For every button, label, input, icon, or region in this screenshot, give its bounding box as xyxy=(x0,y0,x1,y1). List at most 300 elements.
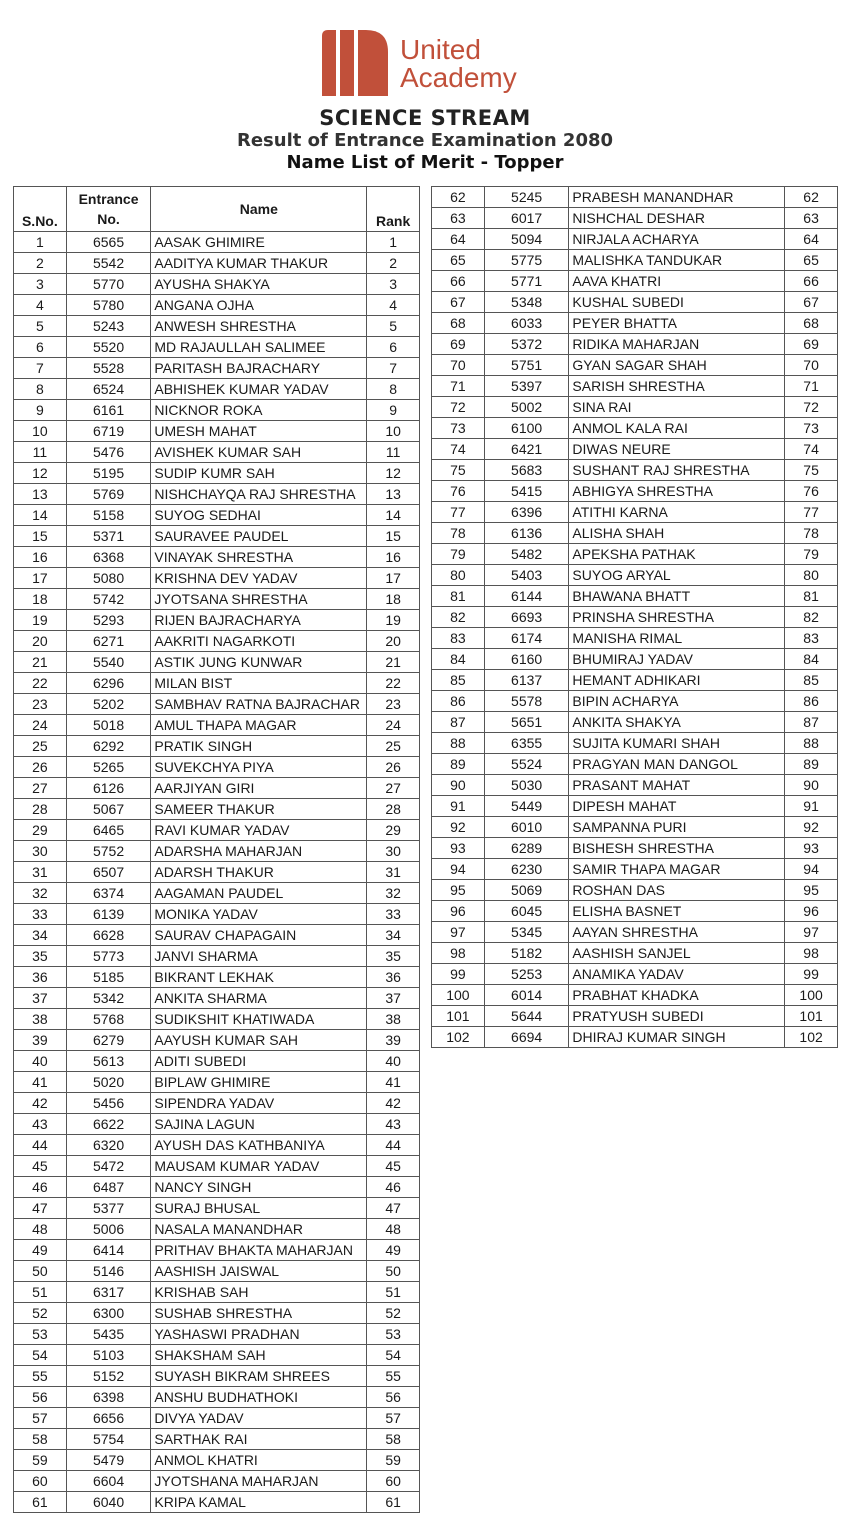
rank-cell: 3 xyxy=(367,274,420,295)
sno-cell: 87 xyxy=(432,712,485,733)
table-row xyxy=(14,295,420,316)
rank-cell: 80 xyxy=(785,565,838,586)
rank-cell: 55 xyxy=(367,1366,420,1387)
entrance-no-cell: 6300 xyxy=(66,1303,151,1324)
table-row xyxy=(14,1282,420,1303)
table-row xyxy=(14,589,420,610)
table-row xyxy=(432,586,838,607)
name-cell: AMUL THAPA MAGAR xyxy=(151,715,367,736)
entrance-no-cell: 5094 xyxy=(484,229,569,250)
sno-cell: 64 xyxy=(432,229,485,250)
name-cell: PRASANT MAHAT xyxy=(569,775,785,796)
sno-cell: 31 xyxy=(14,862,67,883)
sno-cell: 100 xyxy=(432,985,485,1006)
sno-cell: 69 xyxy=(432,334,485,355)
table-row xyxy=(14,1324,420,1345)
name-cell: SHAKSHAM SAH xyxy=(151,1345,367,1366)
table-row xyxy=(432,754,838,775)
name-cell: SUYOG SEDHAI xyxy=(151,505,367,526)
rank-cell: 79 xyxy=(785,544,838,565)
name-cell: BISHESH SHRESTHA xyxy=(569,838,785,859)
table-row xyxy=(14,736,420,757)
table-header-row xyxy=(14,187,420,232)
table-row xyxy=(14,1492,420,1513)
rank-cell: 102 xyxy=(785,1027,838,1048)
name-cell: MONIKA YADAV xyxy=(151,904,367,925)
name-cell: AAYUSH KUMAR SAH xyxy=(151,1030,367,1051)
name-cell: AASHISH SANJEL xyxy=(569,943,785,964)
entrance-no-cell: 6137 xyxy=(484,670,569,691)
name-cell: SINA RAI xyxy=(569,397,785,418)
entrance-no-cell: 6017 xyxy=(484,208,569,229)
entrance-no-cell: 6161 xyxy=(66,400,151,421)
brand-line-1: United xyxy=(400,34,481,65)
entrance-no-cell: 5006 xyxy=(66,1219,151,1240)
entrance-no-cell: 5202 xyxy=(66,694,151,715)
name-cell: KRIPA KAMAL xyxy=(151,1492,367,1513)
name-cell: MANISHA RIMAL xyxy=(569,628,785,649)
rank-cell: 41 xyxy=(367,1072,420,1093)
table-row xyxy=(432,187,838,208)
table-row xyxy=(14,1051,420,1072)
table-row xyxy=(14,1009,420,1030)
name-cell: SAMEER THAKUR xyxy=(151,799,367,820)
rank-cell: 73 xyxy=(785,418,838,439)
entrance-no-cell: 6622 xyxy=(66,1114,151,1135)
table-row xyxy=(14,1471,420,1492)
name-cell: NASALA MANANDHAR xyxy=(151,1219,367,1240)
sno-cell: 60 xyxy=(14,1471,67,1492)
name-cell: SUSHANT RAJ SHRESTHA xyxy=(569,460,785,481)
sno-cell: 7 xyxy=(14,358,67,379)
table-row xyxy=(432,943,838,964)
table-row xyxy=(14,1240,420,1261)
sno-cell: 96 xyxy=(432,901,485,922)
name-cell: AAGAMAN PAUDEL xyxy=(151,883,367,904)
rank-cell: 93 xyxy=(785,838,838,859)
sno-cell: 78 xyxy=(432,523,485,544)
rank-cell: 11 xyxy=(367,442,420,463)
table-row xyxy=(14,358,420,379)
rank-cell: 30 xyxy=(367,841,420,862)
rank-cell: 62 xyxy=(785,187,838,208)
entrance-no-cell: 5372 xyxy=(484,334,569,355)
name-cell: ASTIK JUNG KUNWAR xyxy=(151,652,367,673)
name-cell: SUSHAB SHRESTHA xyxy=(151,1303,367,1324)
table-row xyxy=(14,463,420,484)
rank-cell: 19 xyxy=(367,610,420,631)
table-row xyxy=(14,925,420,946)
sno-cell: 24 xyxy=(14,715,67,736)
sno-cell: 8 xyxy=(14,379,67,400)
sno-cell: 38 xyxy=(14,1009,67,1030)
sno-cell: 41 xyxy=(14,1072,67,1093)
entrance-no-cell: 5435 xyxy=(66,1324,151,1345)
name-cell: ATITHI KARNA xyxy=(569,502,785,523)
table-row xyxy=(432,649,838,670)
table-row xyxy=(14,841,420,862)
table-row xyxy=(432,817,838,838)
sno-cell: 30 xyxy=(14,841,67,862)
table-row xyxy=(14,1135,420,1156)
rank-cell: 32 xyxy=(367,883,420,904)
entrance-no-cell: 5752 xyxy=(66,841,151,862)
entrance-no-cell: 5482 xyxy=(484,544,569,565)
sno-cell: 6 xyxy=(14,337,67,358)
entrance-no-cell: 5476 xyxy=(66,442,151,463)
name-cell: RIDIKA MAHARJAN xyxy=(569,334,785,355)
entrance-header xyxy=(66,187,151,232)
entrance-no-cell: 5185 xyxy=(66,967,151,988)
name-cell: ANSHU BUDHATHOKI xyxy=(151,1387,367,1408)
name-cell: AAVA KHATRI xyxy=(569,271,785,292)
name-cell: KRISHNA DEV YADAV xyxy=(151,568,367,589)
name-cell: SAJINA LAGUN xyxy=(151,1114,367,1135)
name-cell: ABHISHEK KUMAR YADAV xyxy=(151,379,367,400)
sno-cell: 12 xyxy=(14,463,67,484)
sno-cell: 50 xyxy=(14,1261,67,1282)
name-cell: AYUSH DAS KATHBANIYA xyxy=(151,1135,367,1156)
sno-cell: 11 xyxy=(14,442,67,463)
rank-cell: 72 xyxy=(785,397,838,418)
table-row xyxy=(14,1198,420,1219)
entrance-no-cell: 5245 xyxy=(484,187,569,208)
rank-cell: 8 xyxy=(367,379,420,400)
rank-cell: 49 xyxy=(367,1240,420,1261)
name-cell: MD RAJAULLAH SALIMEE xyxy=(151,337,367,358)
rank-cell: 5 xyxy=(367,316,420,337)
name-cell: BHAWANA BHATT xyxy=(569,586,785,607)
rank-cell: 53 xyxy=(367,1324,420,1345)
rank-cell: 38 xyxy=(367,1009,420,1030)
sno-cell: 54 xyxy=(14,1345,67,1366)
rank-cell: 96 xyxy=(785,901,838,922)
merit-table-right xyxy=(431,186,838,1048)
name-cell: AADITYA KUMAR THAKUR xyxy=(151,253,367,274)
table-row xyxy=(432,775,838,796)
name-cell: JYOTSANA SHRESTHA xyxy=(151,589,367,610)
table-row xyxy=(432,880,838,901)
name-cell: JYOTSHANA MAHARJAN xyxy=(151,1471,367,1492)
sno-cell: 3 xyxy=(14,274,67,295)
name-cell: DHIRAJ KUMAR SINGH xyxy=(569,1027,785,1048)
entrance-no-cell: 5770 xyxy=(66,274,151,295)
table-row xyxy=(14,631,420,652)
rank-cell: 15 xyxy=(367,526,420,547)
entrance-no-cell: 6693 xyxy=(484,607,569,628)
table-row xyxy=(14,442,420,463)
sno-cell: 84 xyxy=(432,649,485,670)
table-row xyxy=(432,334,838,355)
rank-cell: 43 xyxy=(367,1114,420,1135)
entrance-no-cell: 5342 xyxy=(66,988,151,1009)
entrance-no-cell: 5751 xyxy=(484,355,569,376)
name-cell: ADARSH THAKUR xyxy=(151,862,367,883)
name-cell: HEMANT ADHIKARI xyxy=(569,670,785,691)
rank-cell: 97 xyxy=(785,922,838,943)
name-cell: SUYASH BIKRAM SHREES xyxy=(151,1366,367,1387)
table-row xyxy=(432,355,838,376)
entrance-no-cell: 5456 xyxy=(66,1093,151,1114)
sno-cell: 49 xyxy=(14,1240,67,1261)
sno-cell: 89 xyxy=(432,754,485,775)
rank-cell: 59 xyxy=(367,1450,420,1471)
name-cell: PRAGYAN MAN DANGOL xyxy=(569,754,785,775)
name-cell: ROSHAN DAS xyxy=(569,880,785,901)
sno-cell: 18 xyxy=(14,589,67,610)
table-row xyxy=(14,400,420,421)
sno-cell: 82 xyxy=(432,607,485,628)
entrance-no-cell: 5020 xyxy=(66,1072,151,1093)
entrance-no-cell: 5069 xyxy=(484,880,569,901)
sno-cell: 71 xyxy=(432,376,485,397)
sno-cell: 14 xyxy=(14,505,67,526)
rank-cell: 29 xyxy=(367,820,420,841)
rank-cell: 25 xyxy=(367,736,420,757)
entrance-no-cell: 5253 xyxy=(484,964,569,985)
sno-cell: 83 xyxy=(432,628,485,649)
table-row xyxy=(14,526,420,547)
brand-line-2: Academy xyxy=(400,62,517,93)
name-cell: PRABHAT KHADKA xyxy=(569,985,785,1006)
name-cell: NANCY SINGH xyxy=(151,1177,367,1198)
name-cell: PRATYUSH SUBEDI xyxy=(569,1006,785,1027)
name-cell: ANKITA SHAKYA xyxy=(569,712,785,733)
entrance-no-cell: 5472 xyxy=(66,1156,151,1177)
table-row xyxy=(432,670,838,691)
table-row xyxy=(432,250,838,271)
rank-cell: 39 xyxy=(367,1030,420,1051)
table-row xyxy=(432,208,838,229)
table-row xyxy=(14,1093,420,1114)
table-row xyxy=(432,1027,838,1048)
rank-cell: 6 xyxy=(367,337,420,358)
rank-cell: 89 xyxy=(785,754,838,775)
entrance-no-cell: 6292 xyxy=(66,736,151,757)
table-row xyxy=(14,946,420,967)
united-academy-logo-icon xyxy=(322,30,388,96)
rank-cell: 56 xyxy=(367,1387,420,1408)
table-row xyxy=(432,229,838,250)
rank-cell: 81 xyxy=(785,586,838,607)
entrance-no-cell: 6374 xyxy=(66,883,151,904)
sno-cell: 19 xyxy=(14,610,67,631)
name-cell: ALISHA SHAH xyxy=(569,523,785,544)
sno-cell: 26 xyxy=(14,757,67,778)
exam-title: Result of Entrance Examination 2080 xyxy=(236,130,614,151)
table-row xyxy=(432,1006,838,1027)
entrance-no-cell: 5754 xyxy=(66,1429,151,1450)
name-cell: SAMPANNA PURI xyxy=(569,817,785,838)
rank-cell: 95 xyxy=(785,880,838,901)
table-row xyxy=(432,901,838,922)
table-row xyxy=(432,922,838,943)
rank-cell: 74 xyxy=(785,439,838,460)
rank-cell: 68 xyxy=(785,313,838,334)
name-cell: SAMBHAV RATNA BAJRACHAR xyxy=(151,694,367,715)
table-row xyxy=(14,421,420,442)
entrance-no-cell: 5449 xyxy=(484,796,569,817)
sno-cell: 23 xyxy=(14,694,67,715)
rank-cell: 90 xyxy=(785,775,838,796)
table-row xyxy=(14,967,420,988)
rank-cell: 61 xyxy=(367,1492,420,1513)
sno-cell: 99 xyxy=(432,964,485,985)
entrance-no-cell: 6010 xyxy=(484,817,569,838)
table-row xyxy=(432,418,838,439)
sno-cell: 13 xyxy=(14,484,67,505)
rank-cell: 2 xyxy=(367,253,420,274)
rank-cell: 91 xyxy=(785,796,838,817)
entrance-no-cell: 6136 xyxy=(484,523,569,544)
entrance-no-cell: 5018 xyxy=(66,715,151,736)
sno-cell: 76 xyxy=(432,481,485,502)
rank-cell: 17 xyxy=(367,568,420,589)
name-cell: SAMIR THAPA MAGAR xyxy=(569,859,785,880)
sno-cell: 28 xyxy=(14,799,67,820)
entrance-no-cell: 5030 xyxy=(484,775,569,796)
entrance-no-cell: 5780 xyxy=(66,295,151,316)
name-cell: ELISHA BASNET xyxy=(569,901,785,922)
entrance-no-cell: 6656 xyxy=(66,1408,151,1429)
table-row xyxy=(14,715,420,736)
name-cell: NISHCHAL DESHAR xyxy=(569,208,785,229)
sno-cell: 51 xyxy=(14,1282,67,1303)
name-cell: BIPIN ACHARYA xyxy=(569,691,785,712)
name-cell: VINAYAK SHRESTHA xyxy=(151,547,367,568)
rank-cell: 7 xyxy=(367,358,420,379)
table-row xyxy=(14,484,420,505)
list-title: Name List of Merit - Topper xyxy=(286,152,564,173)
sno-cell: 79 xyxy=(432,544,485,565)
sno-cell: 47 xyxy=(14,1198,67,1219)
entrance-no-cell: 5067 xyxy=(66,799,151,820)
rank-cell: 47 xyxy=(367,1198,420,1219)
entrance-no-cell: 5644 xyxy=(484,1006,569,1027)
sno-header: S.No. xyxy=(14,187,67,232)
entrance-no-cell: 6719 xyxy=(66,421,151,442)
sno-cell: 80 xyxy=(432,565,485,586)
sno-cell: 33 xyxy=(14,904,67,925)
table-row xyxy=(432,607,838,628)
table-row xyxy=(14,337,420,358)
name-cell: APEKSHA PATHAK xyxy=(569,544,785,565)
table-row xyxy=(14,652,420,673)
sno-cell: 90 xyxy=(432,775,485,796)
entrance-no-cell: 5348 xyxy=(484,292,569,313)
entrance-no-cell: 5768 xyxy=(66,1009,151,1030)
sno-cell: 75 xyxy=(432,460,485,481)
entrance-no-cell: 5540 xyxy=(66,652,151,673)
name-cell: ANGANA OJHA xyxy=(151,295,367,316)
sno-cell: 17 xyxy=(14,568,67,589)
sno-cell: 65 xyxy=(432,250,485,271)
sno-cell: 43 xyxy=(14,1114,67,1135)
rank-cell: 78 xyxy=(785,523,838,544)
rank-cell: 54 xyxy=(367,1345,420,1366)
entrance-no-cell: 6524 xyxy=(66,379,151,400)
entrance-no-cell: 5397 xyxy=(484,376,569,397)
sno-cell: 95 xyxy=(432,880,485,901)
sno-cell: 10 xyxy=(14,421,67,442)
name-cell: KRISHAB SAH xyxy=(151,1282,367,1303)
sno-cell: 91 xyxy=(432,796,485,817)
rank-cell: 16 xyxy=(367,547,420,568)
table-row xyxy=(14,232,420,253)
rank-cell: 40 xyxy=(367,1051,420,1072)
entrance-no-cell: 5542 xyxy=(66,253,151,274)
name-cell: YASHASWI PRADHAN xyxy=(151,1324,367,1345)
table-row xyxy=(14,904,420,925)
rank-cell: 23 xyxy=(367,694,420,715)
name-cell: KUSHAL SUBEDI xyxy=(569,292,785,313)
rank-cell: 82 xyxy=(785,607,838,628)
sno-cell: 98 xyxy=(432,943,485,964)
table-row xyxy=(14,1156,420,1177)
entrance-no-cell: 5080 xyxy=(66,568,151,589)
entrance-no-cell: 6045 xyxy=(484,901,569,922)
table-row xyxy=(432,460,838,481)
rank-cell: 83 xyxy=(785,628,838,649)
sno-cell: 66 xyxy=(432,271,485,292)
sno-cell: 56 xyxy=(14,1387,67,1408)
name-cell: AASHISH JAISWAL xyxy=(151,1261,367,1282)
table-row xyxy=(14,1072,420,1093)
sno-cell: 35 xyxy=(14,946,67,967)
rank-cell: 77 xyxy=(785,502,838,523)
entrance-no-cell: 5651 xyxy=(484,712,569,733)
rank-cell: 13 xyxy=(367,484,420,505)
name-cell: NIRJALA ACHARYA xyxy=(569,229,785,250)
table-row xyxy=(432,502,838,523)
sno-cell: 34 xyxy=(14,925,67,946)
name-cell: SAURAVEE PAUDEL xyxy=(151,526,367,547)
sno-cell: 37 xyxy=(14,988,67,1009)
entrance-no-cell: 5742 xyxy=(66,589,151,610)
name-cell: ANMOL KHATRI xyxy=(151,1450,367,1471)
table-row xyxy=(14,988,420,1009)
name-cell: SUVEKCHYA PIYA xyxy=(151,757,367,778)
entrance-no-cell: 6317 xyxy=(66,1282,151,1303)
sno-cell: 25 xyxy=(14,736,67,757)
rank-cell: 60 xyxy=(367,1471,420,1492)
entrance-no-cell: 5773 xyxy=(66,946,151,967)
rank-cell: 70 xyxy=(785,355,838,376)
sno-cell: 53 xyxy=(14,1324,67,1345)
entrance-no-cell: 5479 xyxy=(66,1450,151,1471)
rank-cell: 12 xyxy=(367,463,420,484)
name-cell: SUDIP KUMR SAH xyxy=(151,463,367,484)
name-cell: MAUSAM KUMAR YADAV xyxy=(151,1156,367,1177)
name-cell: JANVI SHARMA xyxy=(151,946,367,967)
entrance-no-cell: 6507 xyxy=(66,862,151,883)
sno-cell: 36 xyxy=(14,967,67,988)
entrance-no-cell: 6398 xyxy=(66,1387,151,1408)
sno-cell: 72 xyxy=(432,397,485,418)
rank-cell: 69 xyxy=(785,334,838,355)
sno-cell: 97 xyxy=(432,922,485,943)
name-cell: PRITHAV BHAKTA MAHARJAN xyxy=(151,1240,367,1261)
name-cell: PRABESH MANANDHAR xyxy=(569,187,785,208)
name-cell: NISHCHAYQA RAJ SHRESTHA xyxy=(151,484,367,505)
table-row xyxy=(432,481,838,502)
rank-cell: 22 xyxy=(367,673,420,694)
rank-cell: 63 xyxy=(785,208,838,229)
rank-cell: 64 xyxy=(785,229,838,250)
name-cell: SIPENDRA YADAV xyxy=(151,1093,367,1114)
entrance-no-cell: 6126 xyxy=(66,778,151,799)
entrance-no-cell: 5524 xyxy=(484,754,569,775)
